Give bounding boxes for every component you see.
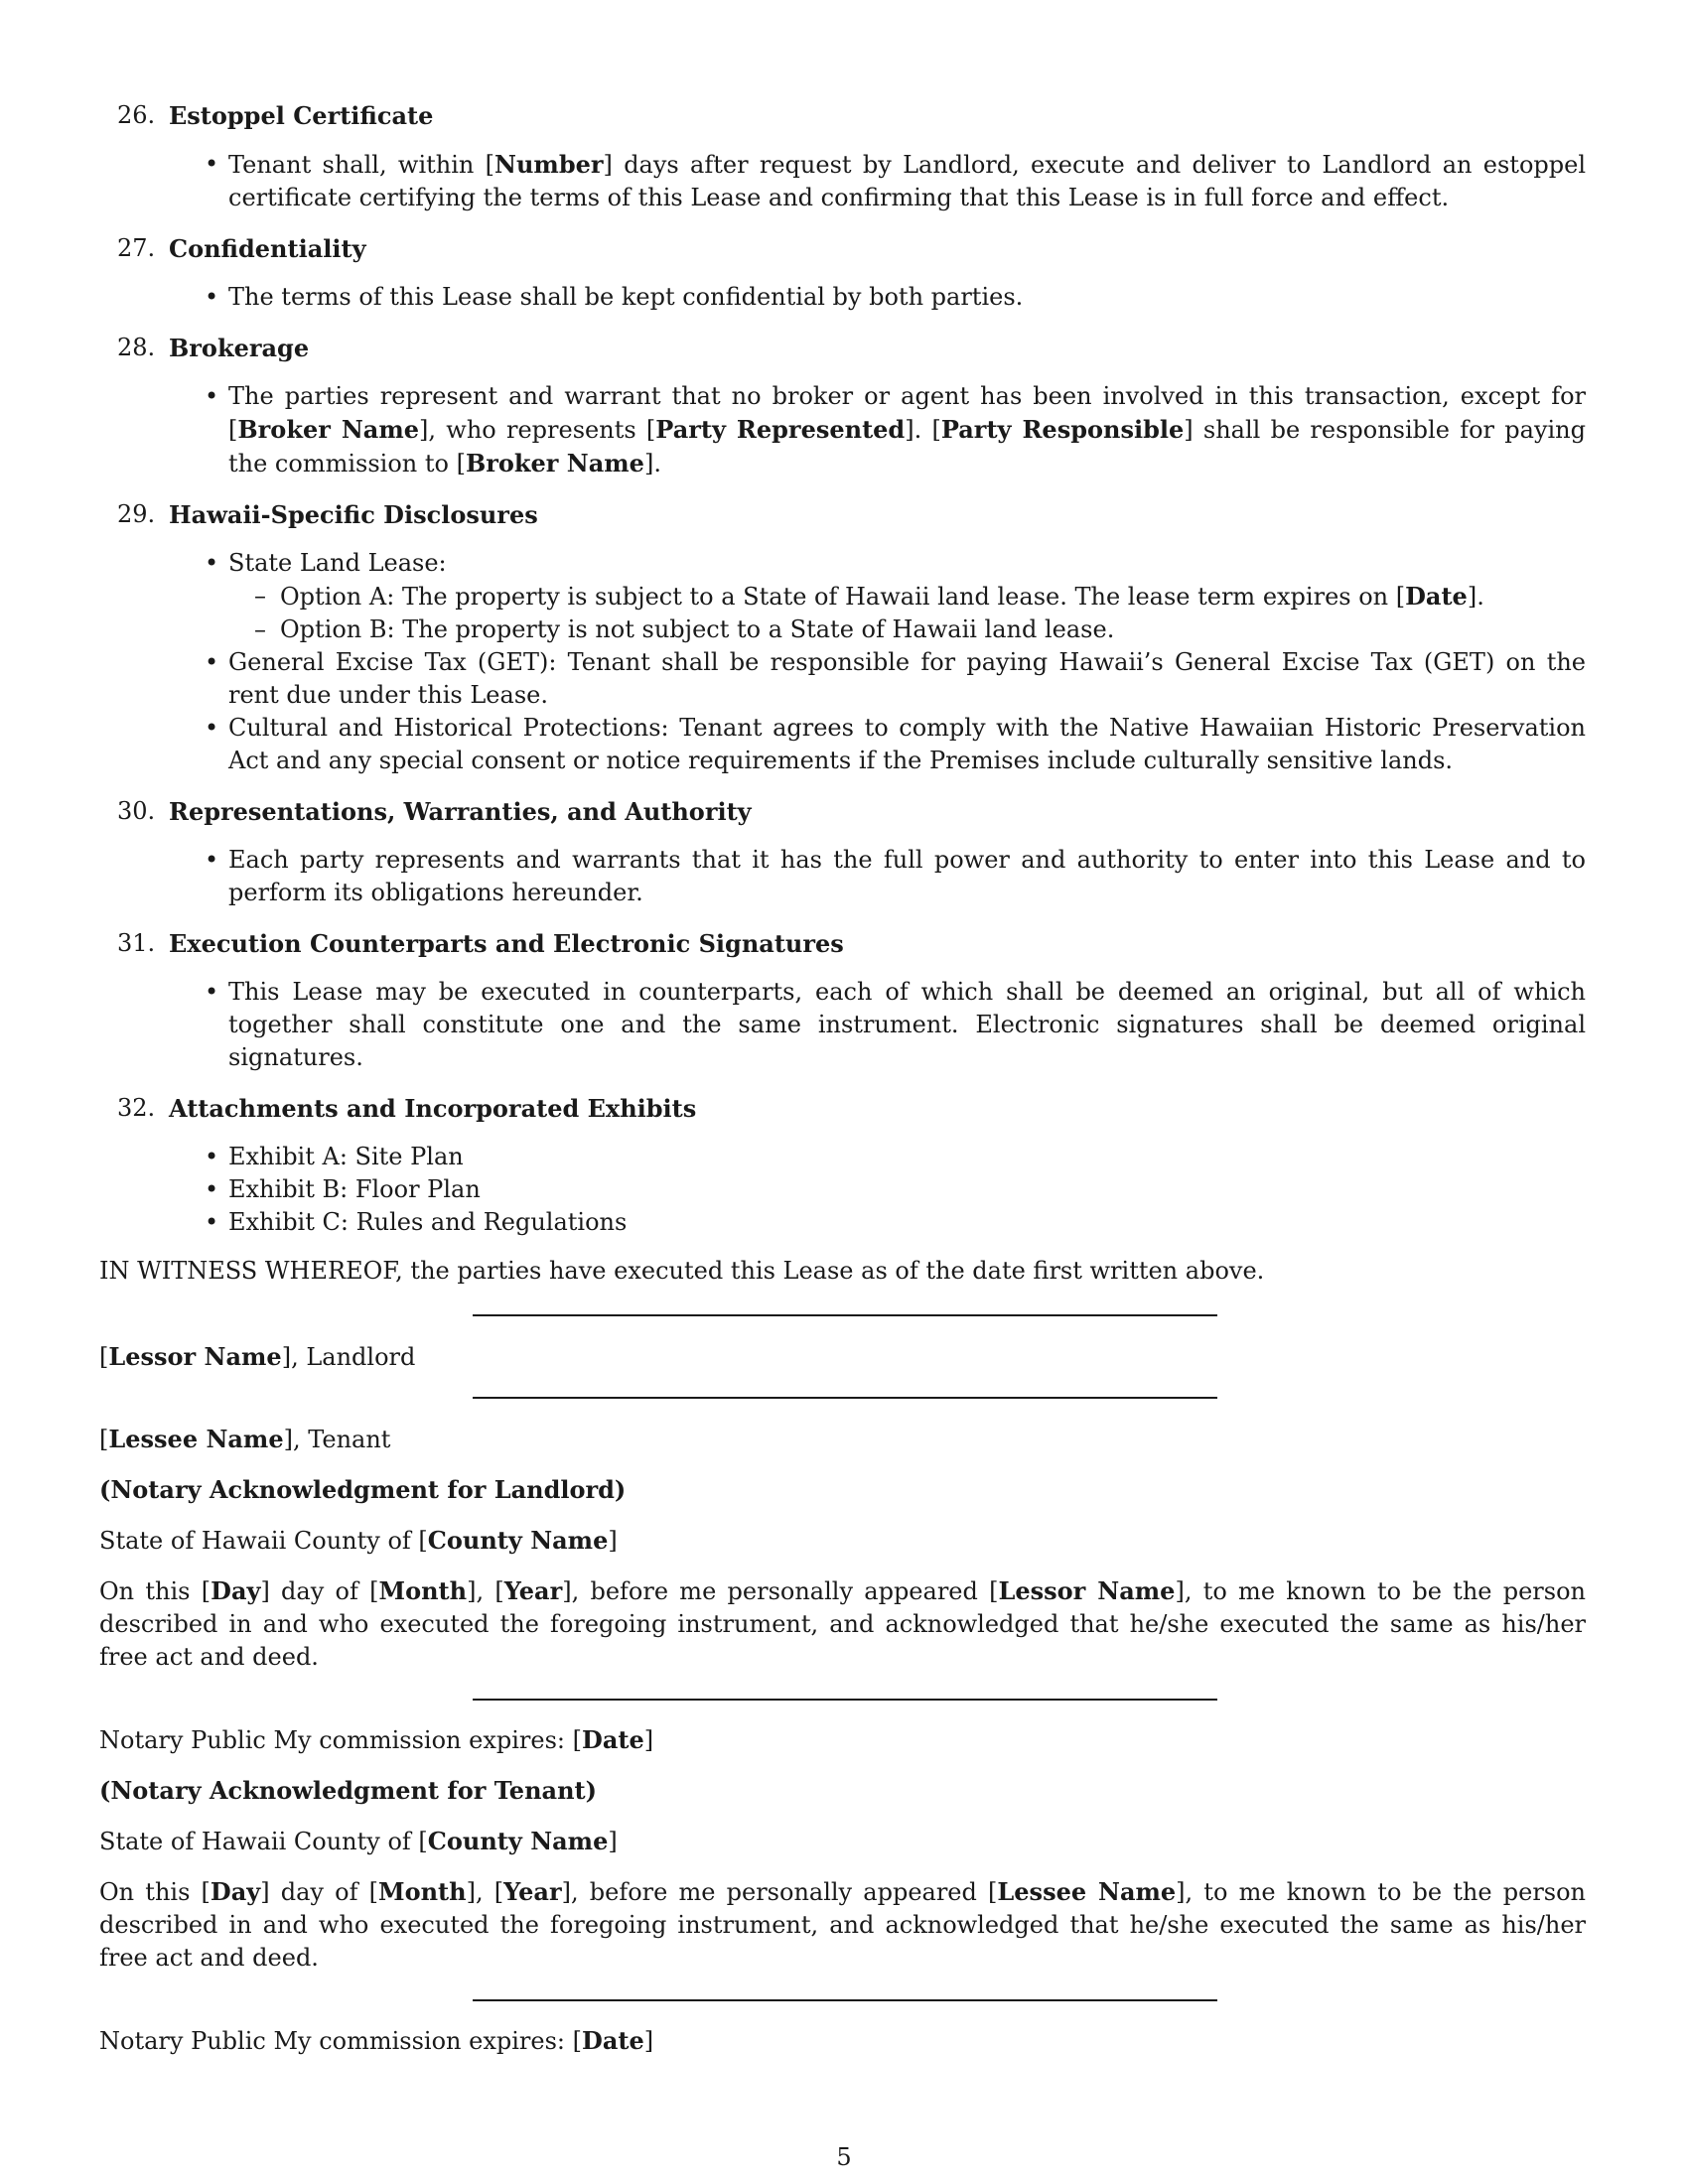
placeholder-field: Lessee Name — [997, 1877, 1177, 1906]
placeholder-field: Day — [211, 1576, 261, 1605]
notary-tenant-heading: (Notary Acknowledgment for Tenant) — [99, 1776, 597, 1805]
list-item: • Exhibit C: Rules and Regulations — [228, 1206, 1586, 1239]
list-item: • Tenant shall, within [Number] days after request by Landlord, execute and deliver to Landlord an estoppel certificate certifying the terms of this Lease and confirming that this Lease is in full force and effect. — [228, 148, 1586, 214]
list-item: • Cultural and Historical Protections: Tenant agrees to comply with the Native Hawaiian Historic Preservation Act and any special consent or notice requirements if the Premises include culturally sensitive lands. — [228, 712, 1586, 777]
notary-landlord-state: State of Hawaii County of [County Name] — [99, 1526, 618, 1555]
notary-tenant-expires: Notary Public My commission expires: [Date] — [99, 2026, 654, 2055]
placeholder-field: Month — [378, 1576, 468, 1605]
section-26 — [99, 99, 1586, 214]
list-item: • The parties represent and warrant that no broker or agent has been involved in this transaction, except for [Broker Name], who represents [Party Represented]. [Party Responsible] shall be responsible for paying the commission to [Broker Name]. — [228, 380, 1586, 480]
witness-clause: IN WITNESS WHEREOF, the parties have executed this Lease as of the date first written above. — [99, 1257, 1265, 1285]
section-list — [99, 380, 1586, 480]
section-29 — [99, 498, 1586, 777]
placeholder-field: County Name — [427, 1526, 609, 1555]
section-number: 32. — [117, 1094, 156, 1122]
tenant-signature-line[interactable] — [473, 1397, 1217, 1399]
placeholder-field: Lessee Name — [108, 1425, 284, 1453]
tenant-signature-caption: [Lessee Name], Tenant — [99, 1425, 391, 1453]
section-number: 28. — [117, 334, 156, 361]
section-list — [99, 281, 1586, 314]
document-body — [99, 99, 1586, 2058]
section-list — [99, 844, 1586, 909]
sub-list-item: – Option A: The property is subject to a State of Hawaii land lease. The lease term expires on [Date]. — [280, 580, 1586, 614]
placeholder-field: Party Responsible — [940, 415, 1185, 444]
section-number: 30. — [117, 797, 156, 825]
placeholder-field: Year — [503, 1576, 563, 1605]
sub-list — [228, 580, 1586, 646]
section-title: Confidentiality — [169, 234, 366, 263]
section-list — [99, 148, 1586, 214]
notary-tenant-state: State of Hawaii County of [County Name] — [99, 1827, 618, 1855]
section-title: Attachments and Incorporated Exhibits — [169, 1094, 697, 1123]
notary-landlord-signature-line[interactable] — [473, 1699, 1217, 1701]
list-item: • The terms of this Lease shall be kept confidential by both parties. — [228, 281, 1586, 314]
section-30 — [99, 795, 1586, 909]
section-title: Hawaii-Specific Disclosures — [169, 500, 538, 529]
page-number: 5 — [836, 2143, 852, 2171]
section-number: 27. — [117, 234, 156, 262]
notary-tenant-signature-line[interactable] — [473, 1999, 1217, 2001]
section-number: 31. — [117, 929, 156, 957]
sub-list-item: – Option B: The property is not subject to a State of Hawaii land lease. — [280, 614, 1586, 646]
list-item: • General Excise Tax (GET): Tenant shall be responsible for paying Hawaii’s General Excise Tax (GET) on the rent due under this Lease. — [228, 646, 1586, 712]
placeholder-field: Broker Name — [237, 415, 420, 444]
list-item: • Each party represents and warrants that it has the full power and authority to enter into this Lease and to perform its obligations hereunder. — [228, 844, 1586, 909]
section-title: Execution Counterparts and Electronic Signatures — [169, 929, 844, 958]
section-title: Estoppel Certificate — [169, 101, 434, 130]
list-item: • Exhibit B: Floor Plan — [228, 1173, 1586, 1206]
placeholder-field: Date — [582, 1725, 644, 1754]
landlord-signature-caption: [Lessor Name], Landlord — [99, 1342, 416, 1371]
section-32 — [99, 1092, 1586, 1239]
list-item: • State Land Lease: – Option A: The property is subject to a State of Hawaii land lease. The lease term expires on [Date]. – Option B: The property is not subject to a State of Hawaii land lease. — [228, 547, 1586, 646]
landlord-signature-line[interactable] — [473, 1314, 1217, 1316]
placeholder-field: Date — [1405, 582, 1468, 611]
list-item: • This Lease may be executed in counterparts, each of which shall be deemed an original, but all of which together shall constitute one and the same instrument. Electronic signatures shall be deemed original signatures. — [228, 976, 1586, 1074]
placeholder-field: Month — [378, 1877, 467, 1906]
section-list — [99, 1141, 1586, 1239]
notary-landlord-expires: Notary Public My commission expires: [Date] — [99, 1725, 654, 1754]
placeholder-field: Lessor Name — [108, 1342, 282, 1371]
placeholder-field: County Name — [427, 1827, 609, 1855]
notary-landlord-body: On this [Day] day of [Month], [Year], before me personally appeared [Lessor Name], to me known to be the person described in and who executed the foregoing instrument, and acknowledged that he/she executed the same as his/her free act and deed. — [99, 1576, 1587, 1671]
notary-tenant-body: On this [Day] day of [Month], [Year], before me personally appeared [Lessee Name], to me known to be the person described in and who executed the foregoing instrument, and acknowledged that he/she executed the same as his/her free act and deed. — [99, 1877, 1587, 1972]
placeholder-field: Year — [503, 1877, 562, 1906]
placeholder-field: Date — [582, 2026, 644, 2055]
section-list — [99, 547, 1586, 777]
placeholder-field: Number — [494, 150, 604, 179]
placeholder-field: Party Represented — [655, 415, 906, 444]
section-title: Brokerage — [169, 334, 310, 362]
section-27 — [99, 232, 1586, 314]
placeholder-field: Lessor Name — [998, 1576, 1176, 1605]
placeholder-field: Day — [210, 1877, 261, 1906]
section-list — [99, 976, 1586, 1074]
list-item: • Exhibit A: Site Plan — [228, 1141, 1586, 1173]
section-title: Representations, Warranties, and Authority — [169, 797, 752, 826]
section-number: 29. — [117, 500, 156, 528]
notary-landlord-heading: (Notary Acknowledgment for Landlord) — [99, 1475, 627, 1504]
section-28 — [99, 332, 1586, 480]
section-31 — [99, 927, 1586, 1074]
placeholder-field: Broker Name — [465, 449, 644, 478]
section-number: 26. — [117, 101, 156, 129]
